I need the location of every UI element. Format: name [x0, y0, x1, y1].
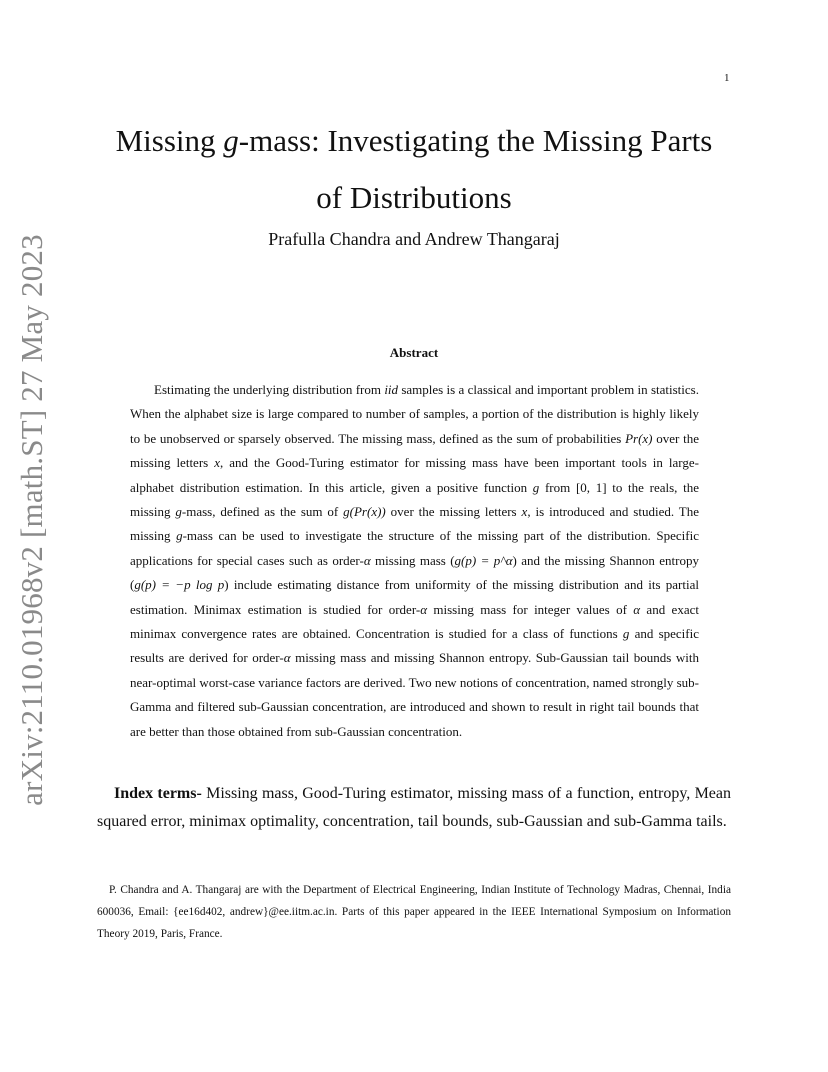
abstract-text: missing mass for integer values of [427, 601, 634, 617]
abstract-text: , is introduced and studied. The missing [130, 504, 699, 544]
abstract-text: ) and the missing Shannon entropy ( [130, 552, 699, 593]
math-inline: α [283, 650, 291, 666]
author-list: Prafulla Chandra and Andrew Thangaraj [268, 229, 560, 249]
math-inline: α [633, 601, 641, 617]
title-g-symbol: g [223, 123, 239, 158]
math-inline: g(Pr(x)) [343, 504, 386, 520]
index-terms-text: Missing mass, Good-Turing estimator, missing mass of a function, entropy, Mean squared error, minimax optimality, concentration, tail bounds, sub-Gaussian and sub-Gamma tails. [97, 785, 732, 830]
math-inline: α [363, 552, 371, 568]
index-terms [97, 780, 731, 836]
math-inline: x [214, 455, 220, 471]
abstract-text: over the missing letters [130, 430, 700, 471]
index-terms-label: Index terms- [114, 785, 202, 802]
abstract-text: missing mass and missing Shannon entropy. Sub-Gaussian tail bounds with near-optimal worst-case variance factors are derived. Two new notions of concentration, named strongly sub-Gamma and filtered sub-Gaussian concentration, are introduced and shown to result in right tail bounds that are better than those obtained from sub-Gaussian concentration. [130, 650, 699, 739]
abstract-text: from [539, 479, 576, 495]
title-part-1: Missing [115, 123, 224, 158]
math-inline: g [175, 504, 182, 520]
math-inline: Pr(x) [625, 430, 653, 446]
abstract-text: samples is a classical and important problem in statistics. When the alphabet size is large compared to number of samples, a portion of the distribution is highly likely to be unobserved or sparsely observed. The missing mass, defined as the sum of probabilities [130, 382, 699, 446]
abstract-heading: Abstract [389, 345, 439, 360]
math-inline: g [622, 626, 630, 642]
page-number: 1 [724, 72, 730, 84]
author-affiliation-footnote: P. Chandra and A. Thangaraj are with the Department of Electrical Engineering, Indian Institute of Technology Madras, Chennai, India 600036, Email: {ee16d402, andrew}@ee.iitm.ac.in. Parts of this paper appeared in the IEEE International Symposium on Information Theory 2019, Paris, France. [97, 884, 731, 940]
abstract-text: -mass, defined as the sum of [181, 504, 344, 520]
math-inline: x [521, 504, 528, 520]
abstract-text: Estimating the underlying distribution from [154, 382, 385, 397]
abstract-text: and exact minimax convergence rates are obtained. Concentration is studied for a class of functions [130, 601, 699, 642]
title-part-2: -mass: Investigating the Missing Parts of Distributions [238, 123, 713, 215]
abstract-text: -mass can be used to investigate the structure of the missing part of the distribution. Specific applications for special cases such as order- [130, 528, 699, 568]
abstract-body [130, 378, 699, 744]
math-inline: g(p) = p^α [454, 552, 513, 568]
arxiv-identifier-stamp: arXiv:2110.01968v2 [math.ST] 27 May 2023 [14, 234, 49, 806]
abstract-text: missing mass ( [370, 552, 455, 568]
math-inline: [0, 1] [575, 479, 607, 495]
math-inline: g(p) = −p log p [134, 577, 225, 593]
abstract-text: , and the Good-Turing estimator for missing mass have been important tools in large-alphabet distribution estimation. In this article, given a positive function [130, 455, 699, 495]
abstract-text: to the reals, the missing [130, 479, 699, 520]
math-inline: g [176, 528, 183, 544]
paper-title [100, 112, 728, 226]
math-inline: g [532, 479, 540, 495]
math-inline: α [420, 601, 428, 617]
abstract-text: and specific results are derived for order- [130, 626, 699, 666]
abstract-text: ) include estimating distance from uniformity of the missing distribution and its partial estimation. Minimax estimation is studied for order- [130, 577, 699, 617]
abstract-text: over the missing letters [385, 504, 522, 520]
abstract-iid: iid [384, 382, 399, 397]
